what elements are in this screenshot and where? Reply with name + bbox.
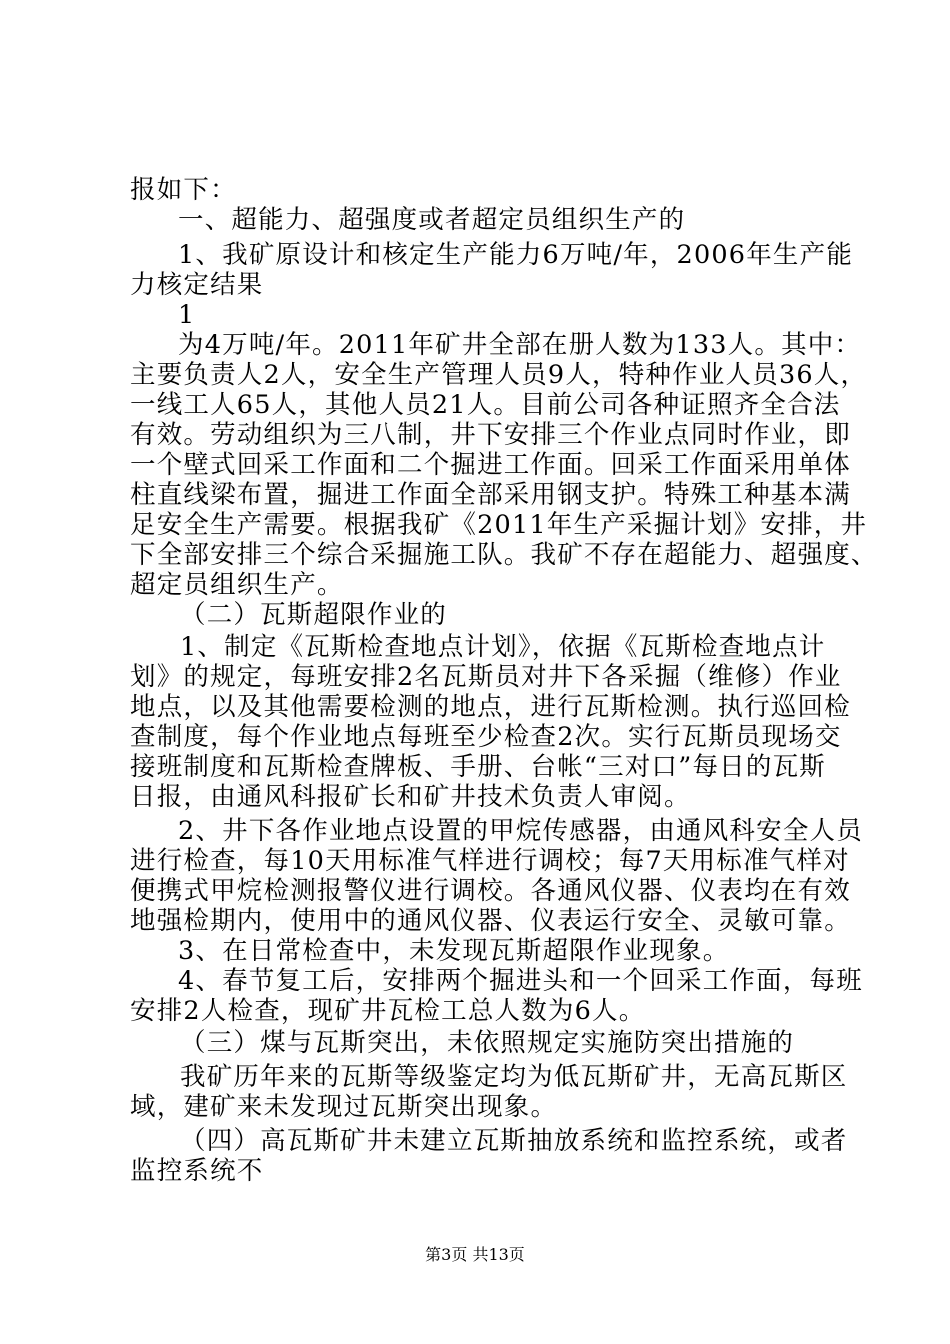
text-line: 域，建矿来未发现过瓦斯突出现象。 [130, 1092, 558, 1122]
text-line: 超定员组织生产。 [130, 570, 344, 600]
text-line: 力核定结果 [130, 270, 264, 300]
text-line: 查制度，每个作业地点每班至少检查2次。实行瓦斯员现场交 [130, 722, 842, 752]
text-line: 安排2人检查，现矿井瓦检工总人数为6人。 [130, 996, 646, 1026]
text-line: 2、井下各作业地点设置的甲烷传感器，由通风科安全人员 [178, 816, 863, 846]
text-line: 为4万吨/年。2011年矿井全部在册人数为133人。其中： [178, 330, 862, 360]
text-line: 接班制度和瓦斯检查牌板、手册、台帐“三对口”每日的瓦斯 [130, 752, 826, 782]
text-line: 1、制定《瓦斯检查地点计划》，依据《瓦斯检查地点计 [180, 632, 826, 662]
section-heading: （二）瓦斯超限作业的 [180, 600, 448, 630]
page-number-inline: 1 [178, 300, 196, 330]
text-line: 报如下： [130, 175, 237, 205]
text-line: 3、在日常检查中，未发现瓦斯超限作业现象。 [178, 936, 730, 966]
text-line: 我矿历年来的瓦斯等级鉴定均为低瓦斯矿井，无高瓦斯区 [180, 1062, 848, 1092]
text-line: 地强检期内，使用中的通风仪器、仪表运行安全、灵敏可靠。 [130, 906, 851, 936]
text-line: 进行检查，每10天用标准气样进行调校；每7天用标准气样对 [130, 846, 850, 876]
text-line: 地点，以及其他需要检测的地点，进行瓦斯检测。执行巡回检 [130, 692, 851, 722]
text-line: 一线工人65人，其他人员21人。目前公司各种证照齐全合法 [130, 390, 841, 420]
section-heading: （三）煤与瓦斯突出，未依照规定实施防突出措施的 [180, 1028, 795, 1058]
text-line: 1、我矿原设计和核定生产能力6万吨/年，2006年生产能 [178, 240, 854, 270]
text-line: 下全部安排三个综合采掘施工队。我矿不存在超能力、超强度、 [130, 540, 878, 570]
text-line: 足安全生产需要。根据我矿《2011年生产采掘计划》安排，井 [130, 510, 868, 540]
text-line: 监控系统不 [130, 1156, 264, 1186]
text-line: 一个壁式回采工作面和二个掘进工作面。回采工作面采用单体 [130, 450, 851, 480]
page-footer: 第3页 共13页 [425, 1245, 525, 1264]
section-heading: （四）高瓦斯矿井未建立瓦斯抽放系统和监控系统，或者 [180, 1126, 848, 1156]
text-line: 便携式甲烷检测报警仪进行调校。各通风仪器、仪表均在有效 [130, 876, 851, 906]
text-line: 划》的规定，每班安排2名瓦斯员对井下各采掘（维修）作业 [130, 662, 842, 692]
text-line: 柱直线梁布置，掘进工作面全部采用钢支护。特殊工种基本满 [130, 480, 851, 510]
text-line: 主要负责人2人，安全生产管理人员9人，特种作业人员36人， [130, 360, 868, 390]
text-line: 4、春节复工后，安排两个掘进头和一个回采工作面，每班 [178, 966, 863, 996]
text-line: 有效。劳动组织为三八制，井下安排三个作业点同时作业，即 [130, 420, 851, 450]
text-line: 日报，由通风科报矿长和矿井技术负责人审阅。 [130, 782, 691, 812]
section-heading: 一、超能力、超强度或者超定员组织生产的 [178, 205, 686, 235]
